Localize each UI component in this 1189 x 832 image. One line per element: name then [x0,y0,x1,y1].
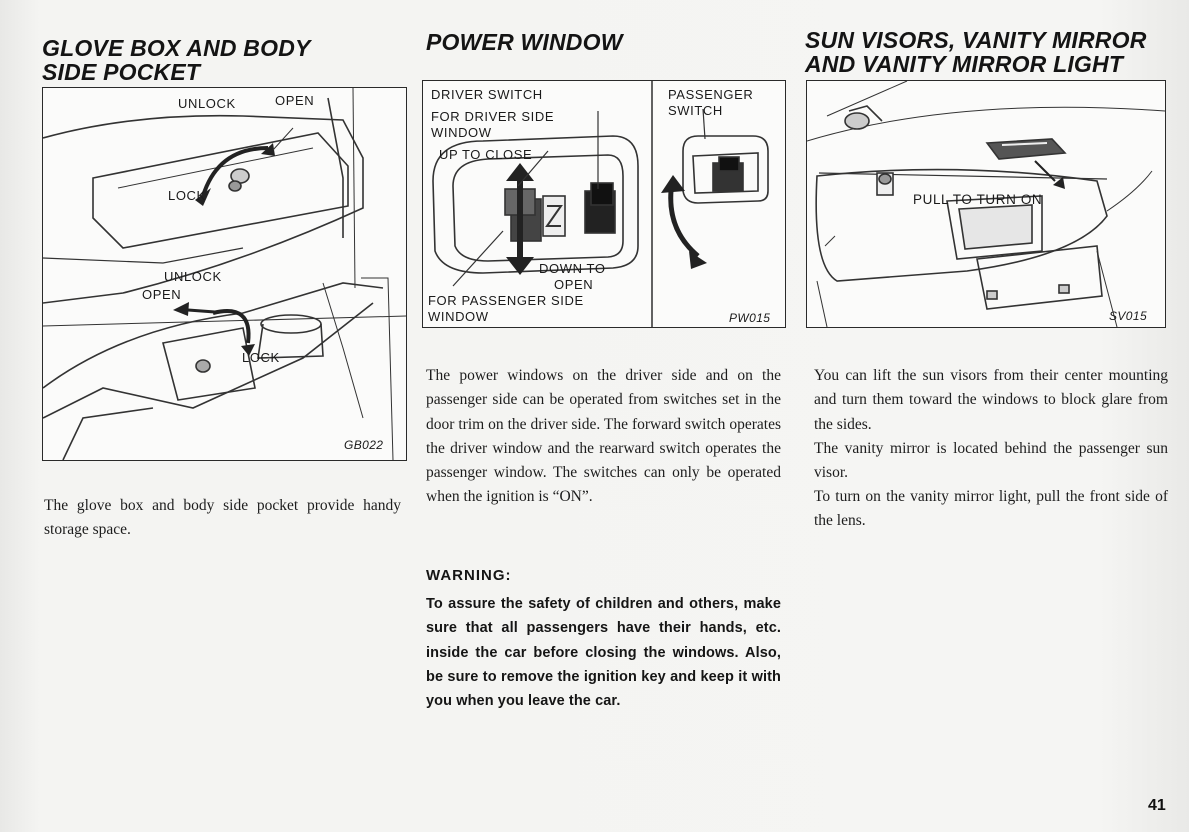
sun-visors-body-p3: To turn on the vanity mirror light, pull the front side of the lens. [814,488,1168,530]
pw-label-passenger-switch-2: SWITCH [668,103,723,118]
pw-label-for-driver-side-2: WINDOW [431,125,492,140]
glove-box-illustration [42,87,407,461]
glove-box-drawing [43,88,406,460]
sun-visors-heading-line1: SUN VISORS, VANITY MIRROR [805,27,1147,53]
glove-box-label-lock-top: LOCK [168,188,206,203]
warning-title: WARNING: [426,567,512,584]
sun-visors-heading [805,28,1147,76]
glove-box-figure-code: GB022 [344,438,384,452]
glove-box-heading-line2: SIDE POCKET [42,59,201,85]
pw-label-for-passenger-2: WINDOW [428,309,489,324]
power-window-body-text: The power windows on the driver side and on the passenger side can be operated from switches set in the door trim on the driver side. The forward switch operates the driver window and the rearward switch operates the passenger window. The switches can only be operated when the ignition is “ON”. [426,367,781,506]
sv-label-pull-to-turn-on: PULL TO TURN ON [913,192,1043,207]
glove-box-label-unlock-top: UNLOCK [178,96,236,111]
warning-text: To assure the safety of children and others, make sure that all passengers have their hands, etc. inside the car before closing the windows. Also, be sure to remove the ignition key and keep it with you when you leave the car. [426,596,781,710]
pw-label-passenger-switch-1: PASSENGER [668,87,754,102]
power-window-illustration [422,80,786,328]
pw-label-down-to-2: OPEN [554,277,594,292]
pw-label-for-passenger-1: FOR PASSENGER SIDE [428,293,584,308]
power-window-heading: POWER WINDOW [426,29,623,55]
glove-box-label-open-bottom: OPEN [142,287,182,302]
page-number: 41 [1148,797,1166,814]
sun-visors-body-p1: You can lift the sun visors from their center mounting and turn them toward the windows to block glare from the sides. [814,367,1168,433]
pw-figure-code: PW015 [729,311,771,325]
sun-visors-body-p2: The vanity mirror is located behind the passenger sun visor. [814,440,1168,482]
sv-figure-code: SV015 [1109,309,1148,323]
glove-box-body-text: The glove box and body side pocket provide handy storage space. [44,497,401,539]
sun-visor-illustration [806,80,1166,328]
pw-label-for-driver-side-1: FOR DRIVER SIDE [431,109,555,124]
sun-visors-heading-line2: AND VANITY MIRROR LIGHT [805,51,1124,77]
glove-box-label-open-top: OPEN [275,93,315,108]
pw-label-up-to-close: UP TO CLOSE [439,147,533,162]
glove-box-heading-line1: GLOVE BOX AND BODY [42,35,311,61]
pw-label-down-to-1: DOWN TO [539,261,606,276]
glove-box-heading [42,36,311,84]
glove-box-label-unlock-bottom: UNLOCK [164,269,222,284]
pw-label-driver-switch: DRIVER SWITCH [431,87,543,102]
glove-box-label-lock-bottom: LOCK [242,350,280,365]
